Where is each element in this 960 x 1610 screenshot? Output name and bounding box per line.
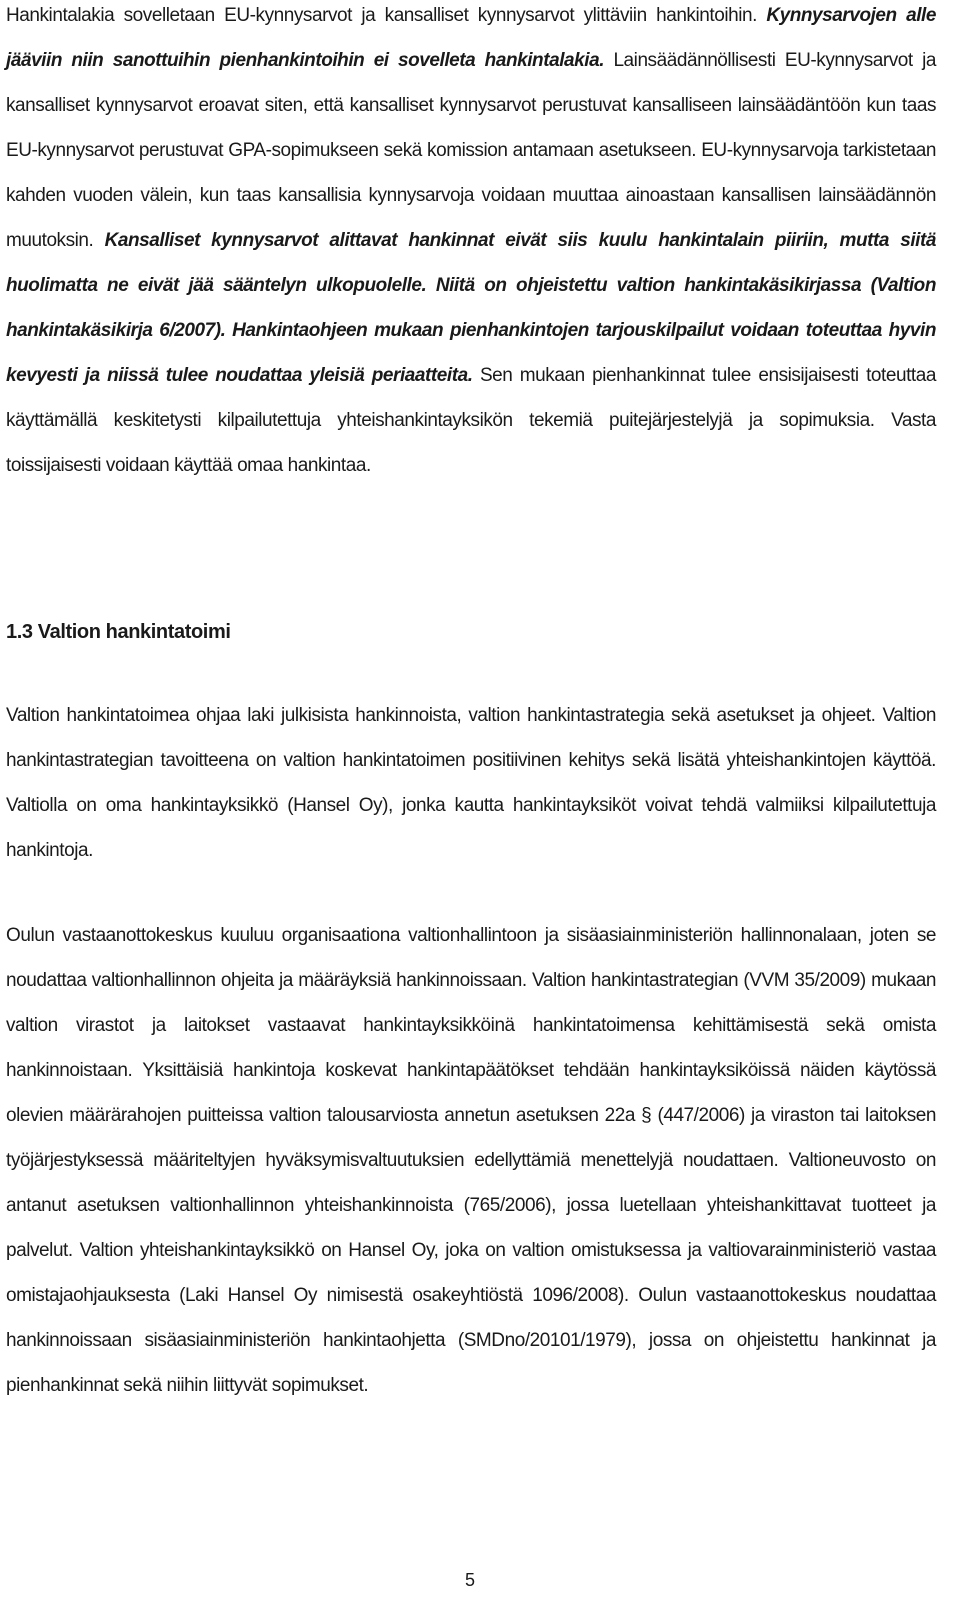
paragraph-oulu-reception-centre: Oulun vastaanottokeskus kuuluu organisaationa valtionhallintoon ja sisäasiainministeriön hallinnonalaan, joten se noudattaa valtionhallinnon ohjeita ja määräyksiä hankinnoissaan. Valtion hankintastrategian (VVM 35/2009) mukaan valtion virastot ja laitokset vastaavat hankintayksikköinä hankintatoimensa kehittämisestä sekä omista hankinnoistaan. Yksittäisiä hankintoja koskevat hankintapäätökset tehdään hankintayksiköissä näiden käytössä olevien määrärahojen puitteissa valtion talousarviosta annetun asetuksen 22a § (447/2006) ja viraston tai laitoksen työjärjestyksessä määriteltyjen hyväksymisvaltuutuksien edellyttämiä menettelyjä noudattaen. Valtioneuvosto on antanut asetuksen valtionhallinnon yhteishankinnoista (765/2006), jossa luetellaan yhteishankittavat tuotteet ja palvelut. Valtion yhteishankintayksikkö on Hansel Oy, joka on valtion omistuksessa ja valtiovarainministeriö vastaa omistajaohjauksesta (Laki Hansel Oy nimisestä osakeyhtiöstä 1096/2008). Oulun vastaanottokeskus noudattaa hankinnoissaan sisäasiainministeriön hankintaohjetta (SMDno/20101/1979), jossa on ohjeistettu hankinnat ja pienhankinnat sekä niihin liittyvät sopimukset. — [6, 925, 936, 1396]
paragraph-thresholds — [6, 0, 936, 488]
sentence-threshold-differences: Lainsäädännöllisesti EU-kynnysarvot ja kansalliset kynnysarvot eroavat siten, että kansalliset kynnysarvot perustuvat kansalliseen lainsäädäntöön kun taas EU-kynnysarvot perustuvat GPA-sopimukseen sekä komission antamaan asetukseen. EU-kynnysarvoja tarkistetaan kahden vuoden välein, kun taas kansallisia kynnysarvoja voidaan muuttaa ainoastaan kansallisen lainsäädännön muutoksin. — [6, 50, 936, 251]
page-number: 5 — [464, 1570, 475, 1590]
sentence-joint-procurement: Sen mukaan pienhankinnat tulee ensisijaisesti toteuttaa käyttämällä keskitetysti kilpailutettuja yhteishankintayksikön tekemiä puitejärjestelyjä ja sopimuksia. Vasta toissijaisesti voidaan käyttää omaa hankintaa. — [6, 365, 936, 476]
emphasis-national-thresholds: Kansalliset kynnysarvot alittavat hankinnat eivät siis kuulu hankintalain piiriin, mutta siitä huolimatta ne eivät jää sääntelyn ulkopuolelle. Niitä on ohjeistettu valtion hankintakäsikirjassa (Valtion hankintakäsikirja 6/2007). Hankintaohjeen mukaan pienhankintojen tarjouskilpailut voidaan toteuttaa hyvin kevyesti ja niissä tulee noudattaa yleisiä periaatteita. — [6, 230, 936, 386]
sentence-applies: Hankintalakia sovelletaan EU-kynnysarvot ja kansalliset kynnysarvot ylittäviin hankintoihin. — [6, 5, 757, 26]
section-heading: 1.3 Valtion hankintatoimi — [6, 621, 231, 643]
emphasis-small-procurements: Kynnysarvojen alle jääviin niin sanottuihin pienhankintoihin ei sovelleta hankintalakia. — [6, 5, 936, 71]
paragraph-state-procurement: Valtion hankintatoimea ohjaa laki julkisista hankinnoista, valtion hankintastrategia sekä asetukset ja ohjeet. Valtion hankintastrategian tavoitteena on valtion hankintatoimen positiivinen kehitys sekä lisätä yhteishankintojen käyttöä. Valtiolla on oma hankintayksikkö (Hansel Oy), jonka kautta hankintayksiköt voivat tehdä valmiiksi kilpailutettuja hankintoja. — [6, 705, 936, 861]
